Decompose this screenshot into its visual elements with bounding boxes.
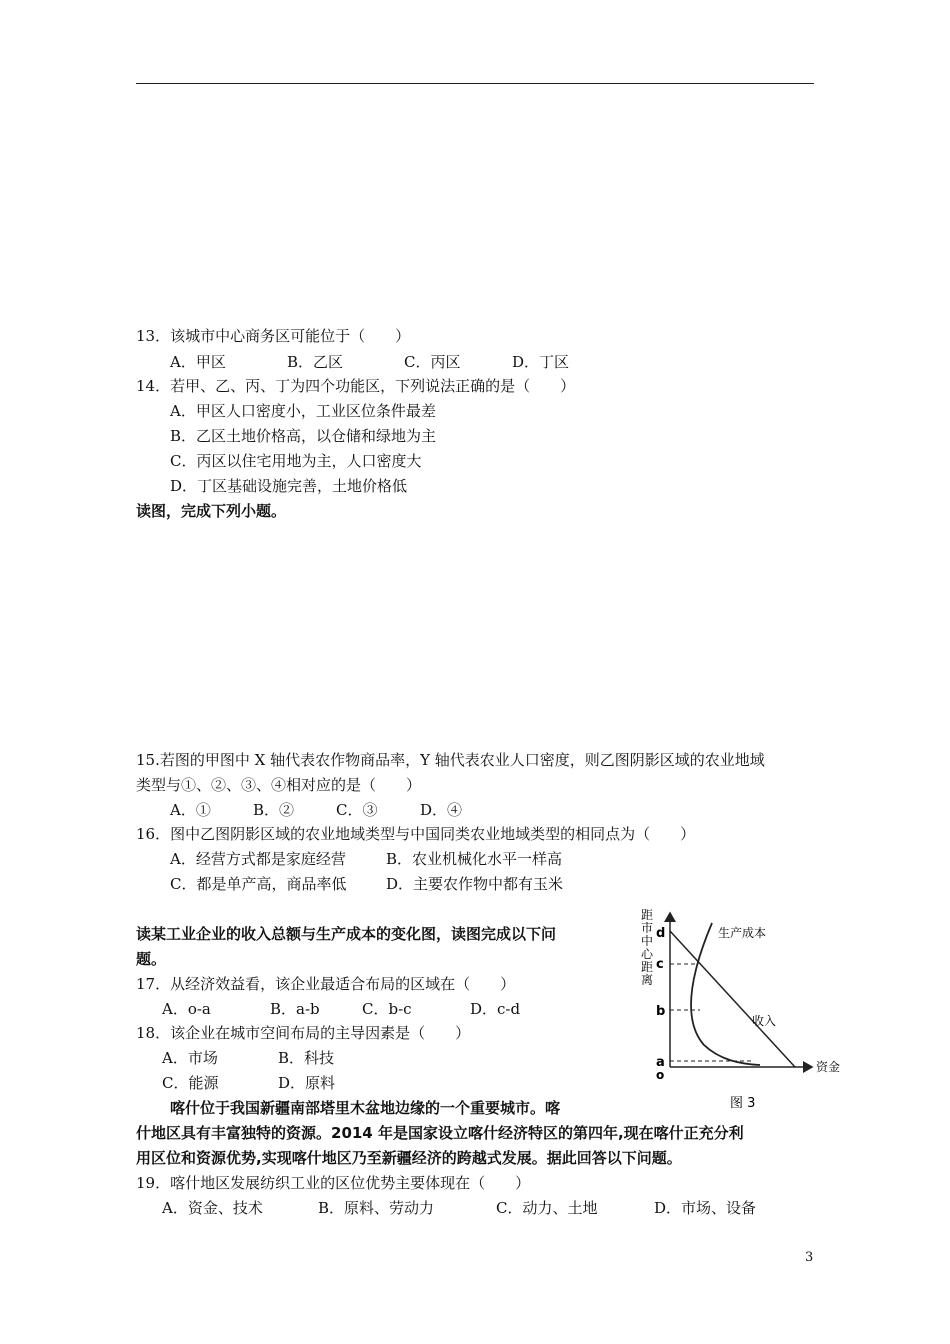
question-18-stem: 18．该企业在城市空间布局的主导因素是（ ） xyxy=(136,1024,471,1042)
income-line xyxy=(670,931,795,1067)
figure-3-income-cost-chart xyxy=(630,905,860,1115)
tick-b: b xyxy=(656,1004,666,1019)
question-14-stem: 14．若甲、乙、丙、丁为四个功能区，下列说法正确的是（ ） xyxy=(136,377,576,395)
tick-o: o xyxy=(656,1068,665,1082)
q17-option-c[interactable]: C．b-c xyxy=(362,1000,412,1018)
question-13-stem: 13．该城市中心商务区可能位于（ ） xyxy=(136,327,411,345)
y-label-char-2: 市 xyxy=(641,921,654,935)
tick-c: c xyxy=(656,957,664,972)
q14-option-c[interactable]: C．丙区以住宅用地为主，人口密度大 xyxy=(170,452,422,470)
q18-option-d[interactable]: D．原料 xyxy=(278,1074,336,1092)
q15-option-d[interactable]: D．④ xyxy=(420,801,463,819)
q14-option-a[interactable]: A．甲区人口密度小，工业区位条件最差 xyxy=(170,402,436,420)
q16-option-c[interactable]: C．都是单产高，商品率低 xyxy=(170,875,347,893)
q17-option-d[interactable]: D．c-d xyxy=(470,1000,521,1018)
q15-option-a[interactable]: A．① xyxy=(170,801,211,819)
question-15-stem-line2: 类型与①、②、③、④相对应的是（ ） xyxy=(136,776,422,794)
q18-option-b[interactable]: B．科技 xyxy=(278,1049,335,1067)
section-intro-industry-line2: 题。 xyxy=(136,950,167,968)
income-line-label: 收入 xyxy=(752,1014,777,1028)
x-axis-label: 资金 xyxy=(816,1060,841,1074)
y-label-char-4: 心 xyxy=(641,947,654,961)
q16-option-b[interactable]: B．农业机械化水平一样高 xyxy=(386,850,563,868)
q19-option-a[interactable]: A．资金、技术 xyxy=(162,1199,263,1217)
y-label-char-3: 中 xyxy=(641,934,654,948)
q14-option-d[interactable]: D．丁区基础设施完善，土地价格低 xyxy=(170,477,408,495)
section-intro-industry-line1: 读某工业企业的收入总额与生产成本的变化图，读图完成以下问 xyxy=(136,925,557,943)
question-16-stem: 16．图中乙图阴影区域的农业地域类型与中国同类农业地域类型的相同点为（ ） xyxy=(136,825,696,843)
q19-option-c[interactable]: C．动力、土地 xyxy=(496,1199,598,1217)
production-cost-curve xyxy=(691,923,760,1065)
page-number: 3 xyxy=(805,1250,814,1265)
q17-option-b[interactable]: B．a-b xyxy=(270,1000,320,1018)
tick-d: d xyxy=(656,926,666,941)
q13-option-d[interactable]: D．丁区 xyxy=(512,353,570,371)
y-label-char-5: 距 xyxy=(641,960,654,974)
q13-option-a[interactable]: A．甲区 xyxy=(170,353,226,371)
q15-option-c[interactable]: C．③ xyxy=(336,801,378,819)
q18-option-a[interactable]: A．市场 xyxy=(162,1049,218,1067)
question-17-stem: 17．从经济效益看，该企业最适合布局的区域在（ ） xyxy=(136,975,516,993)
section-intro-kashgar-line3: 用区位和资源优势,实现喀什地区乃至新疆经济的跨越式发展。据此回答以下问题。 xyxy=(136,1149,682,1167)
q19-option-d[interactable]: D．市场、设备 xyxy=(654,1199,757,1217)
q13-option-b[interactable]: B．乙区 xyxy=(287,353,344,371)
figure-caption: 图 3 xyxy=(730,1096,756,1111)
section-intro-kashgar-line2: 什地区具有丰富独特的资源。2014 年是国家设立喀什经济特区的第四年,现在喀什正充分利 xyxy=(136,1124,744,1142)
section-intro-kashgar-line1: 喀什位于我国新疆南部塔里木盆地边缘的一个重要城市。喀 xyxy=(170,1099,561,1117)
question-19-stem: 19．喀什地区发展纺织工业的区位优势主要体现在（ ） xyxy=(136,1174,531,1192)
q14-option-b[interactable]: B．乙区土地价格高，以仓储和绿地为主 xyxy=(170,427,437,445)
question-15-stem-line1: 15.若图的甲图中 X 轴代表农作物商品率，Y 轴代表农业人口密度，则乙图阴影区域的农业地域 xyxy=(136,751,765,769)
cost-curve-label: 生产成本 xyxy=(718,926,767,940)
q16-option-a[interactable]: A．经营方式都是家庭经营 xyxy=(170,850,346,868)
y-axis-label xyxy=(641,908,657,987)
q18-option-c[interactable]: C．能源 xyxy=(162,1074,219,1092)
q19-option-b[interactable]: B．原料、劳动力 xyxy=(318,1199,435,1217)
section-intro-reading: 读图，完成下列小题。 xyxy=(136,502,287,520)
tick-a: a xyxy=(656,1055,665,1070)
q17-option-a[interactable]: A．o-a xyxy=(162,1000,211,1018)
q16-option-d[interactable]: D．主要农作物中都有玉米 xyxy=(386,875,564,893)
q15-option-b[interactable]: B．② xyxy=(253,801,295,819)
y-label-char-6: 离 xyxy=(641,973,654,987)
y-label-char-1: 距 xyxy=(641,908,654,922)
header-rule xyxy=(136,83,814,84)
q13-option-c[interactable]: C．丙区 xyxy=(404,353,461,371)
